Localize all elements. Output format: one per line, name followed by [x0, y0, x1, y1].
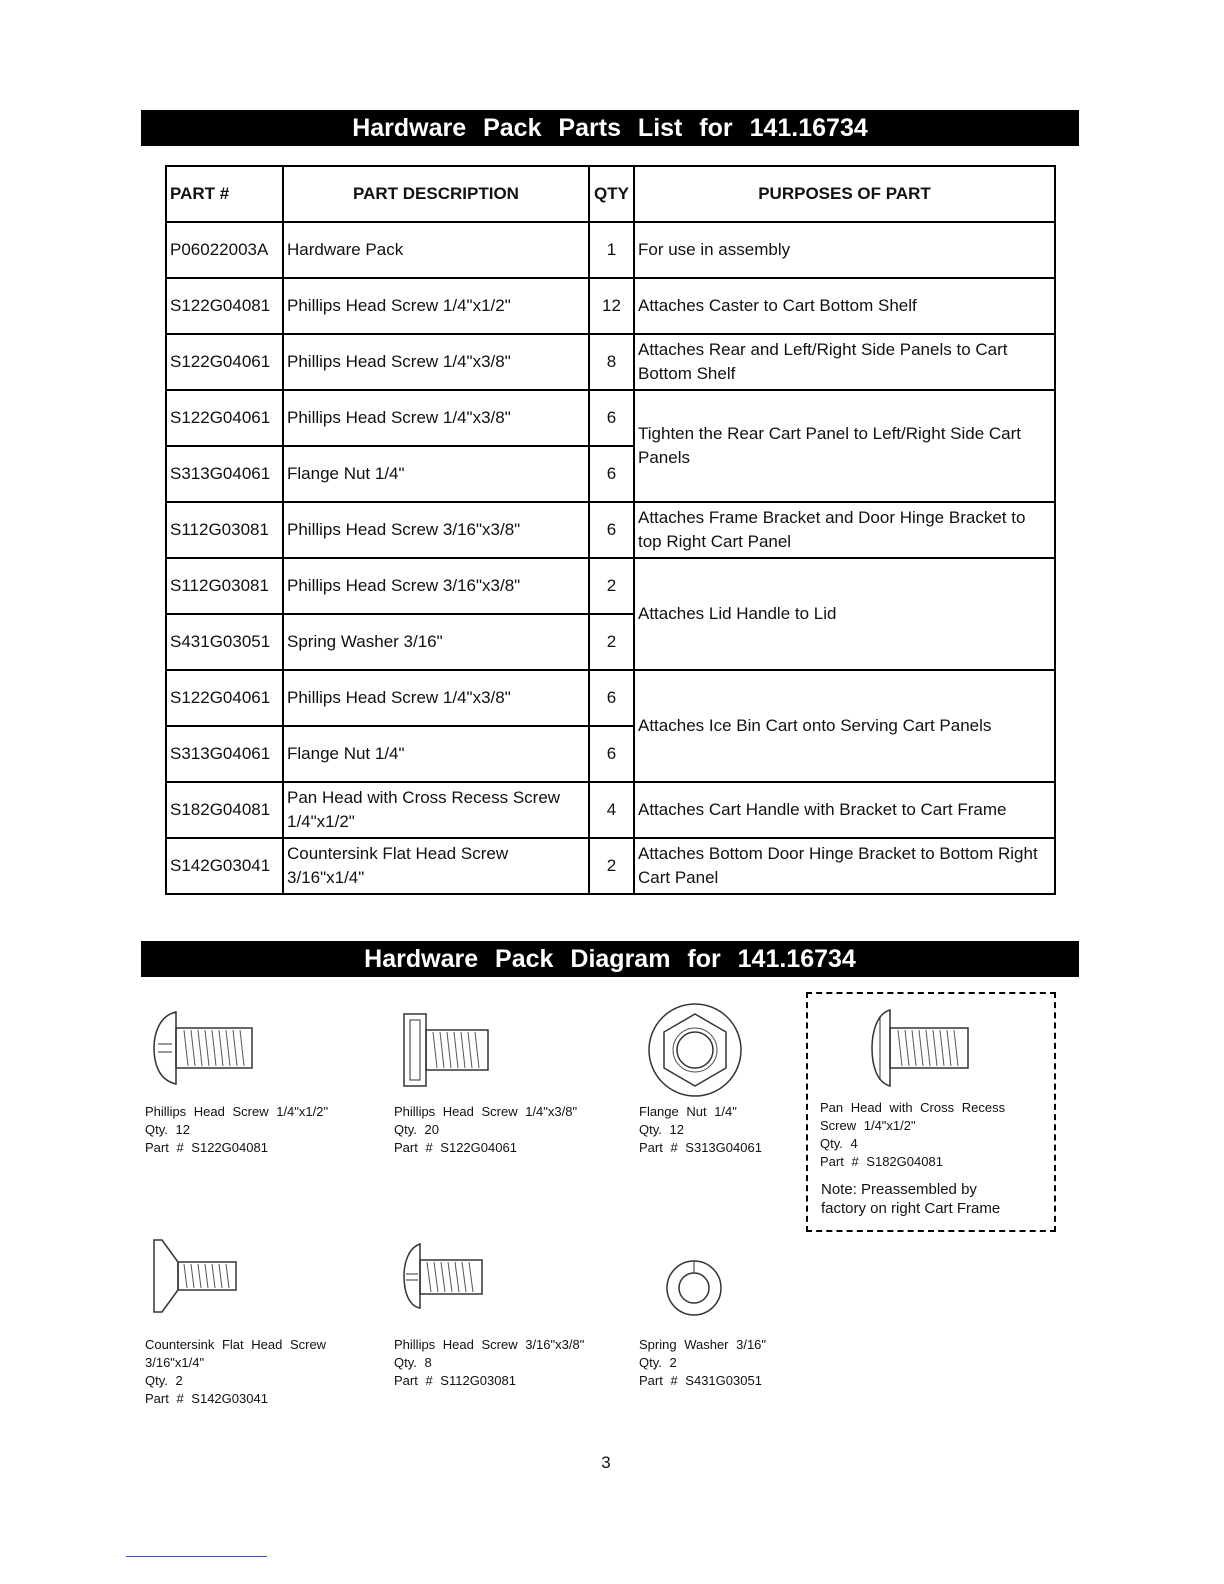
part-number-cell: S431G03051 [166, 614, 283, 670]
qty-cell: 4 [589, 782, 634, 838]
description-cell: Flange Nut 1/4" [283, 446, 589, 502]
note-line: Note: Preassembled by [821, 1181, 977, 1198]
item-name: Flange Nut 1/4" [639, 1104, 737, 1119]
item-name: Phillips Head Screw 3/16"x3/8" [394, 1337, 585, 1352]
qty-cell: 12 [589, 278, 634, 334]
parts-list-title: Hardware Pack Parts List for 141.16734 [141, 110, 1079, 146]
item-name: Spring Washer 3/16" [639, 1337, 767, 1352]
header-part-number: PART # [166, 166, 283, 222]
note-line: factory on right Cart Frame [821, 1200, 1001, 1217]
part-number-cell: S122G04061 [166, 390, 283, 446]
item-qty: Qty. 8 [394, 1355, 432, 1370]
footer-link-line [126, 1556, 267, 1557]
table-row [166, 670, 1055, 726]
item-part: Part # S431G03051 [639, 1373, 762, 1388]
description-cell: Phillips Head Screw 1/4"x1/2" [283, 278, 589, 334]
part-number-cell: S142G03041 [166, 838, 283, 894]
item-name: Phillips Head Screw 1/4"x1/2" [145, 1104, 329, 1119]
item-part: Part # S142G03041 [145, 1391, 268, 1406]
table-row [166, 222, 1055, 278]
parts-table [165, 165, 1056, 895]
preassembled-note [821, 1180, 1000, 1218]
qty-cell: 6 [589, 726, 634, 782]
hardware-caption [639, 1336, 766, 1390]
item-name: Phillips Head Screw 1/4"x3/8" [394, 1104, 578, 1119]
header-qty: QTY [589, 166, 634, 222]
item-qty: Qty. 2 [639, 1355, 677, 1370]
purpose-cell: Attaches Caster to Cart Bottom Shelf [634, 278, 1055, 334]
item-name: Countersink Flat Head Screw [145, 1337, 327, 1352]
purpose-cell: Attaches Lid Handle to Lid [634, 558, 1055, 670]
item-qty: Qty. 12 [639, 1122, 684, 1137]
flange-nut-icon [645, 1000, 745, 1100]
hardware-caption [145, 1103, 328, 1157]
table-row [166, 334, 1055, 390]
table-row [166, 390, 1055, 446]
qty-cell: 6 [589, 670, 634, 726]
table-row [166, 558, 1055, 614]
purpose-cell: Attaches Ice Bin Cart onto Serving Cart Panels [634, 670, 1055, 782]
table-header-row [166, 166, 1055, 222]
item-name-line2: 3/16"x1/4" [145, 1355, 205, 1370]
item-qty: Qty. 20 [394, 1122, 439, 1137]
phillips-screw-icon [150, 1006, 260, 1090]
part-number-cell: S313G04061 [166, 726, 283, 782]
part-number-cell: S182G04081 [166, 782, 283, 838]
qty-cell: 6 [589, 446, 634, 502]
qty-cell: 1 [589, 222, 634, 278]
spring-washer-icon [664, 1258, 724, 1318]
part-number-cell: S122G04061 [166, 670, 283, 726]
header-purposes: PURPOSES OF PART [634, 166, 1055, 222]
description-cell: Phillips Head Screw 1/4"x3/8" [283, 670, 589, 726]
table-row [166, 502, 1055, 558]
item-name-line2: Screw 1/4"x1/2" [820, 1118, 916, 1133]
hardware-caption [820, 1099, 1005, 1171]
table-row [166, 782, 1055, 838]
purpose-cell: Attaches Cart Handle with Bracket to Cart Frame [634, 782, 1055, 838]
table-row [166, 838, 1055, 894]
description-cell: Countersink Flat Head Screw 3/16"x1/4" [283, 838, 589, 894]
table-row [166, 278, 1055, 334]
item-qty: Qty. 4 [820, 1136, 858, 1151]
hardware-caption [394, 1336, 584, 1390]
item-part: Part # S122G04081 [145, 1140, 268, 1155]
description-cell: Phillips Head Screw 3/16"x3/8" [283, 558, 589, 614]
item-name: Pan Head with Cross Recess [820, 1100, 1006, 1115]
qty-cell: 2 [589, 558, 634, 614]
item-part: Part # S313G04061 [639, 1140, 762, 1155]
qty-cell: 8 [589, 334, 634, 390]
part-number-cell: S112G03081 [166, 502, 283, 558]
hardware-caption [639, 1103, 762, 1157]
header-part-description: PART DESCRIPTION [283, 166, 589, 222]
part-number-cell: S122G04081 [166, 278, 283, 334]
phillips-screw-icon [400, 1240, 490, 1312]
pan-head-screw-icon [870, 1006, 975, 1090]
part-number-cell: P06022003A [166, 222, 283, 278]
description-cell: Hardware Pack [283, 222, 589, 278]
qty-cell: 6 [589, 390, 634, 446]
part-number-cell: S112G03081 [166, 558, 283, 614]
hardware-caption [394, 1103, 577, 1157]
diagram-title: Hardware Pack Diagram for 141.16734 [141, 941, 1079, 977]
description-cell: Phillips Head Screw 3/16"x3/8" [283, 502, 589, 558]
description-cell: Flange Nut 1/4" [283, 726, 589, 782]
item-part: Part # S122G04061 [394, 1140, 517, 1155]
purpose-cell: Tighten the Rear Cart Panel to Left/Right Side Cart Panels [634, 390, 1055, 502]
purpose-cell: Attaches Bottom Door Hinge Bracket to Bottom Right Cart Panel [634, 838, 1055, 894]
item-qty: Qty. 12 [145, 1122, 190, 1137]
item-part: Part # S112G03081 [394, 1373, 516, 1388]
item-qty: Qty. 2 [145, 1373, 183, 1388]
item-part: Part # S182G04081 [820, 1154, 943, 1169]
hardware-caption [145, 1336, 326, 1408]
part-number-cell: S313G04061 [166, 446, 283, 502]
part-number-cell: S122G04061 [166, 334, 283, 390]
qty-cell: 2 [589, 614, 634, 670]
description-cell: Phillips Head Screw 1/4"x3/8" [283, 390, 589, 446]
description-cell: Phillips Head Screw 1/4"x3/8" [283, 334, 589, 390]
description-cell: Pan Head with Cross Recess Screw 1/4"x1/2" [283, 782, 589, 838]
countersink-screw-icon [150, 1236, 245, 1316]
purpose-cell: Attaches Frame Bracket and Door Hinge Bracket to top Right Cart Panel [634, 502, 1055, 558]
phillips-screw-icon [400, 1010, 495, 1090]
purpose-cell: Attaches Rear and Left/Right Side Panels to Cart Bottom Shelf [634, 334, 1055, 390]
page-number: 3 [601, 1453, 611, 1472]
qty-cell: 6 [589, 502, 634, 558]
qty-cell: 2 [589, 838, 634, 894]
description-cell: Spring Washer 3/16" [283, 614, 589, 670]
purpose-cell: For use in assembly [634, 222, 1055, 278]
